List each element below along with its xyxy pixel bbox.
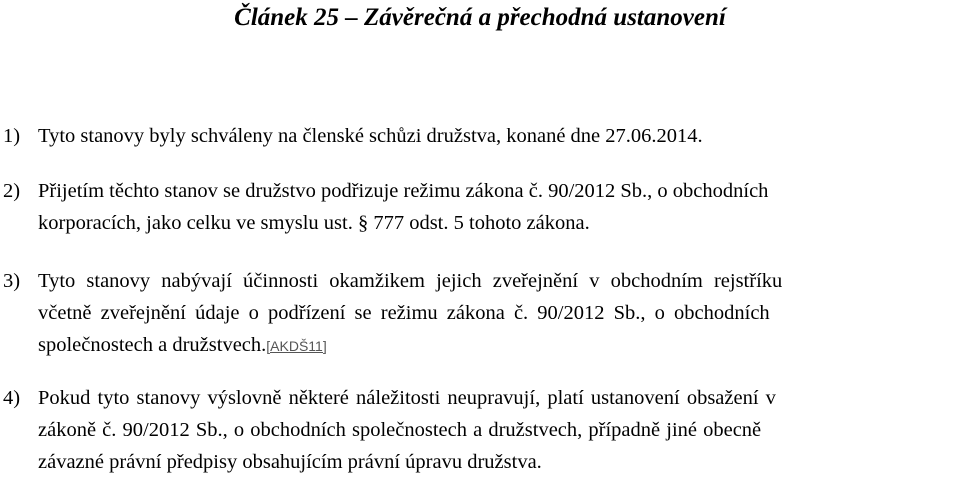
provision-2-number: 2) [3,180,21,202]
provision-3-line-1 [3,265,955,297]
provision-4 [3,382,955,478]
provision-2 [3,175,955,239]
provision-3 [3,265,955,362]
provision-1-number: 1) [3,125,21,147]
provision-1-line [3,120,955,152]
provision-4-line-3: závazné právní předpisy obsahujícím právní úpravu družstva. [38,451,542,473]
provision-4-line-2: zákoně č. 90/2012 Sb., o obchodních společnostech a družstvech, případně jiné obecně [38,419,762,441]
provision-3-text-3: společnostech a družstvech. [38,334,267,356]
provision-3-text-1: Tyto stanovy nabývají účinnosti okamžikem jejich zveřejnění v obchodním rejstříku [38,270,783,292]
comment-reference-link[interactable]: [AKDŠ11] [266,338,327,354]
provision-3-number: 3) [3,270,21,292]
article-heading: Článek 25 – Závěrečná a přechodná ustanovení [234,4,726,31]
provision-4-line-1 [3,382,955,414]
provision-4-text-1: Pokud tyto stanovy výslovně některé náležitosti neupravují, platí ustanovení obsažení v [38,387,776,409]
provision-2-text-1: Přijetím těchto stanov se družstvo podřizuje režimu zákona č. 90/2012 Sb., o obchodních [38,180,769,202]
provision-3-line-3 [3,329,955,362]
provision-2-line-1 [3,175,955,207]
provision-4-number: 4) [3,387,21,409]
provision-1-text: Tyto stanovy byly schváleny na členské schůzi družstva, konané dne 27.06.2014. [38,125,703,147]
provision-3-line-2: včetně zveřejnění údaje o podřízení se režimu zákona č. 90/2012 Sb., o obchodních [38,302,770,324]
provision-1 [3,120,955,152]
provision-2-line-2: korporacích, jako celku ve smyslu ust. § 777 odst. 5 tohoto zákona. [38,212,590,234]
